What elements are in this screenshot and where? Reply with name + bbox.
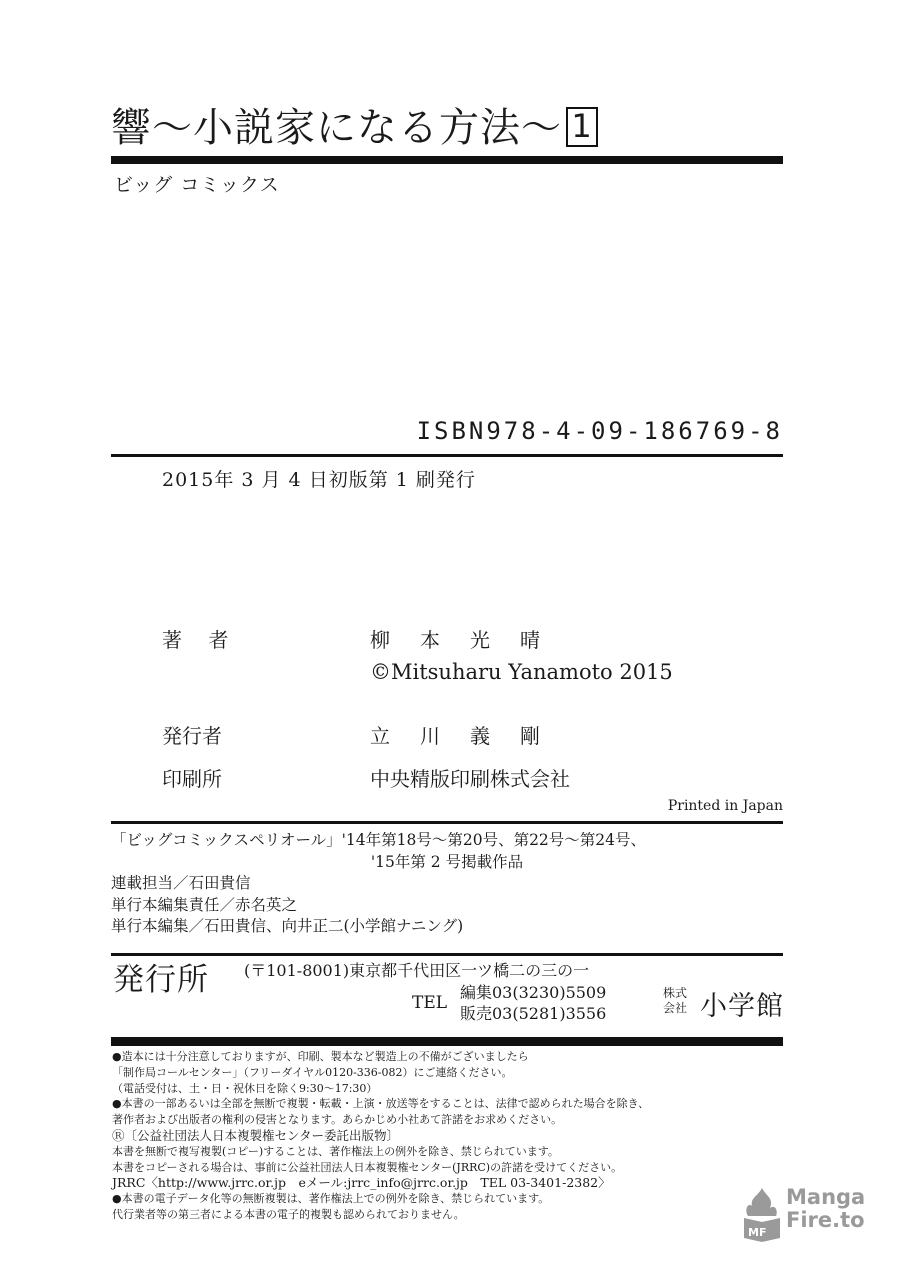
- tel-numbers: [460, 982, 606, 1024]
- notice-line: 本書を無断で複写複製(コピー)することは、著作権法上の例外を除き、禁じられています。: [112, 1144, 559, 1158]
- watermark-line-2: Fire.to: [786, 1208, 865, 1232]
- credits-block: [111, 830, 783, 938]
- title-text: 響〜小説家になる方法〜: [111, 105, 562, 151]
- printed-in-japan: Printed in Japan: [667, 798, 783, 814]
- watermark-text: [786, 1186, 865, 1232]
- title-rule: [111, 156, 783, 164]
- isbn-rule: [111, 454, 783, 457]
- notice-line: Ⓡ〔公益社団法人日本複製権センター委託出版物〕: [112, 1127, 400, 1143]
- svg-text:MF: MF: [748, 1226, 767, 1239]
- notice-line: 著作者および出版者の権利の侵害となります。あらかじめ小社あて許諾をお求めください。: [112, 1113, 563, 1127]
- notice-line: ●本書の電子データ化等の無断複製は、著作権法上での例外を除き、禁じられています。: [112, 1192, 550, 1206]
- tel-editorial: 編集03(3230)5509: [460, 983, 607, 1002]
- credits-rule: [111, 821, 783, 824]
- notice-line: ●造本には十分注意しておりますが、印刷、製本など製造上の不備がございましたら: [112, 1050, 529, 1063]
- legal-notices: [112, 1049, 732, 1223]
- notice-line: JRRC〈http://www.jrrc.or.jp eメール:jrrc_info@jrrc.or.jp TEL 03-3401-2382〉: [112, 1175, 611, 1191]
- imprint-label: ビッグ コミックス: [114, 174, 280, 196]
- notice-rule: [111, 1037, 783, 1046]
- corp-type: [663, 986, 687, 1016]
- author-label: 著 者: [162, 628, 239, 652]
- publisher-rule: [111, 953, 783, 956]
- company-name: 小学館: [700, 991, 784, 1022]
- corp-type-line-2: 会社: [663, 1001, 688, 1015]
- publisher-address: (〒101-8001)東京都千代田区一ツ橋二の三の一: [244, 961, 590, 980]
- watermark-logo: [740, 1186, 880, 1246]
- notice-line: 代行業者等の第三者による本書の電子的複製も認められておりません。: [112, 1207, 465, 1221]
- tel-sales: 販売03(5281)3556: [460, 1004, 607, 1023]
- publication-date: 2015年 3 月 4 日初版第 1 刷発行: [162, 469, 476, 491]
- flame-book-icon: [740, 1186, 784, 1242]
- serialization-line-2: '15年第 2 号掲載作品: [370, 852, 524, 871]
- notice-line: 「制作局コールセンター」（フリーダイヤル0120-336-082）にご連絡ください。: [112, 1065, 513, 1079]
- corp-type-line-1: 株式: [663, 986, 688, 1000]
- tel-label: TEL: [412, 993, 448, 1013]
- notice-line: 本書をコピーされる場合は、事前に公益社団法人日本複製権センター(JRRC)の許諾を受けてください。: [112, 1160, 623, 1174]
- credit-line: 単行本編集責任／赤名英之: [111, 895, 298, 914]
- book-title: [111, 104, 598, 152]
- credit-line: 単行本編集／石田貴信、向井正二(小学館ナニング): [111, 917, 464, 935]
- publisher-label: 発行者: [162, 724, 222, 748]
- credit-line: 連載担当／石田貴信: [111, 874, 251, 892]
- printer-label: 印刷所: [162, 767, 222, 791]
- publisher-office-label: 発行所: [113, 962, 209, 998]
- notice-line: ●本書の一部あるいは全部を無断で複製・転載・上演・放送等をすることは、法律で認められた場合を除き、: [112, 1097, 650, 1111]
- notice-line: （電話受付は、土・日・祝休日を除く9:30〜17:30）: [112, 1081, 378, 1095]
- author-name: 柳本光晴: [370, 628, 570, 652]
- watermark-line-1: Manga: [786, 1185, 866, 1209]
- serialization-line-1: 「ビッグコミックスペリオール」'14年第18号〜第20号、第22号〜第24号、: [111, 831, 647, 849]
- printer-name: 中央精版印刷株式会社: [370, 767, 570, 791]
- isbn: ISBN978-4-09-186769-8: [416, 417, 783, 445]
- publisher-name: 立川義剛: [370, 724, 570, 748]
- copyright: ©Mitsuharu Yanamoto 2015: [370, 660, 673, 684]
- volume-number: 1: [566, 107, 598, 147]
